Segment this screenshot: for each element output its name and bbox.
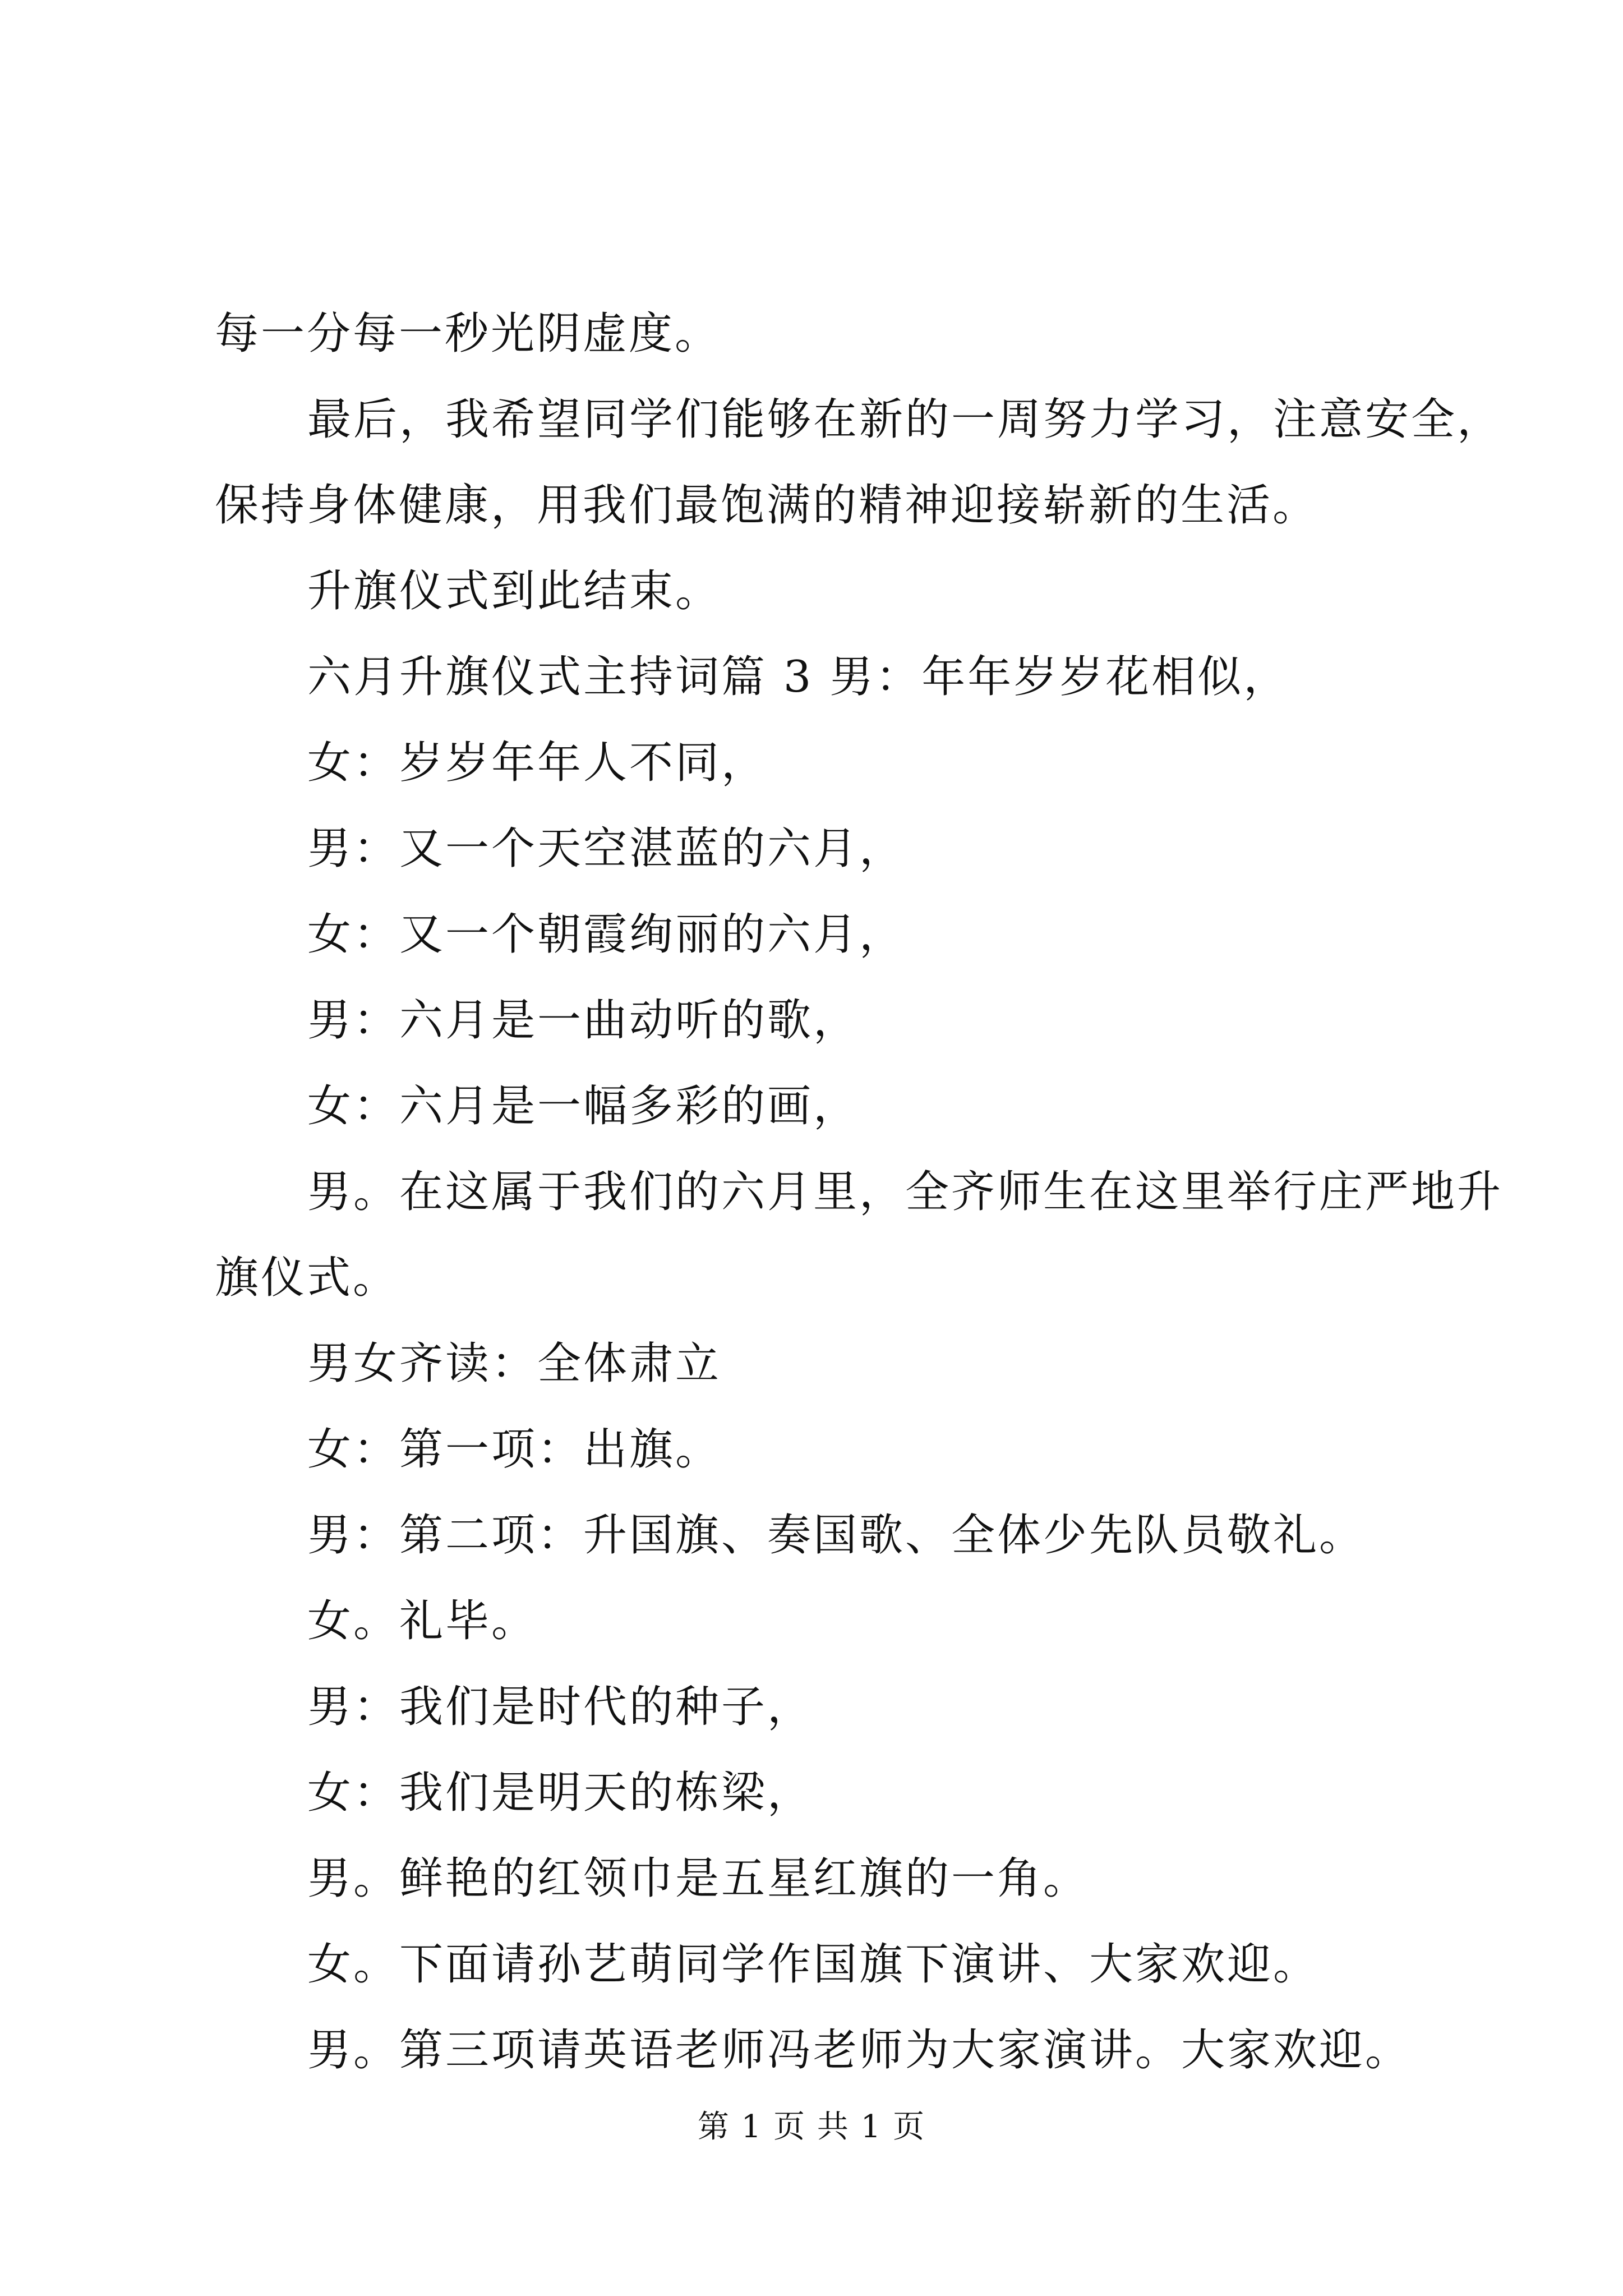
- text-line: 升旗仪式到此结束。: [307, 566, 722, 616]
- text-line: 男：又一个天空湛蓝的六月，: [307, 823, 906, 874]
- document-body: [215, 291, 1504, 2093]
- text-line: 旗仪式。: [215, 1253, 399, 1303]
- text-line: 女：六月是一幅多彩的画，: [307, 1081, 860, 1131]
- text-line: 女：岁岁年年人不同，: [307, 738, 768, 788]
- text-line: 女：第一项：出旗。: [307, 1424, 722, 1475]
- text-line: 女。下面请孙艺萌同学作国旗下演讲、大家欢迎。: [307, 1939, 1320, 1990]
- text-line: 男。在这属于我们的六月里，全齐师生在这里举行庄严地升: [307, 1167, 1504, 1217]
- text-line: 女：又一个朝霞绚丽的六月，: [307, 909, 906, 960]
- text-line: 女：我们是明天的栋梁，: [307, 1768, 814, 1818]
- text-line: 男。鲜艳的红领巾是五星红旗的一角。: [307, 1853, 1090, 1904]
- text-line: 六月升旗仪式主持词篇 3 男：年年岁岁花相似，: [307, 652, 1290, 702]
- text-line: 男。第三项请英语老师冯老师为大家演讲。大家欢迎。: [307, 2025, 1412, 2076]
- text-line: 女。礼毕。: [307, 1596, 538, 1646]
- text-line: 男：六月是一曲动听的歌，: [307, 995, 860, 1046]
- text-line: 保持身体健康，用我们最饱满的精神迎接崭新的生活。: [215, 480, 1319, 531]
- text-line: 男：第二项：升国旗、奏国歌、全体少先队员敬礼。: [307, 1510, 1366, 1561]
- text-line: 每一分每一秒光阴虚度。: [215, 309, 721, 359]
- page-footer: 第 1 页 共 1 页: [697, 2109, 926, 2145]
- text-line: 男：我们是时代的种子，: [307, 1682, 814, 1732]
- text-line: 最后，我希望同学们能够在新的一周努力学习，注意安全，: [307, 394, 1504, 445]
- text-line: 男女齐读：全体肃立: [307, 1338, 722, 1389]
